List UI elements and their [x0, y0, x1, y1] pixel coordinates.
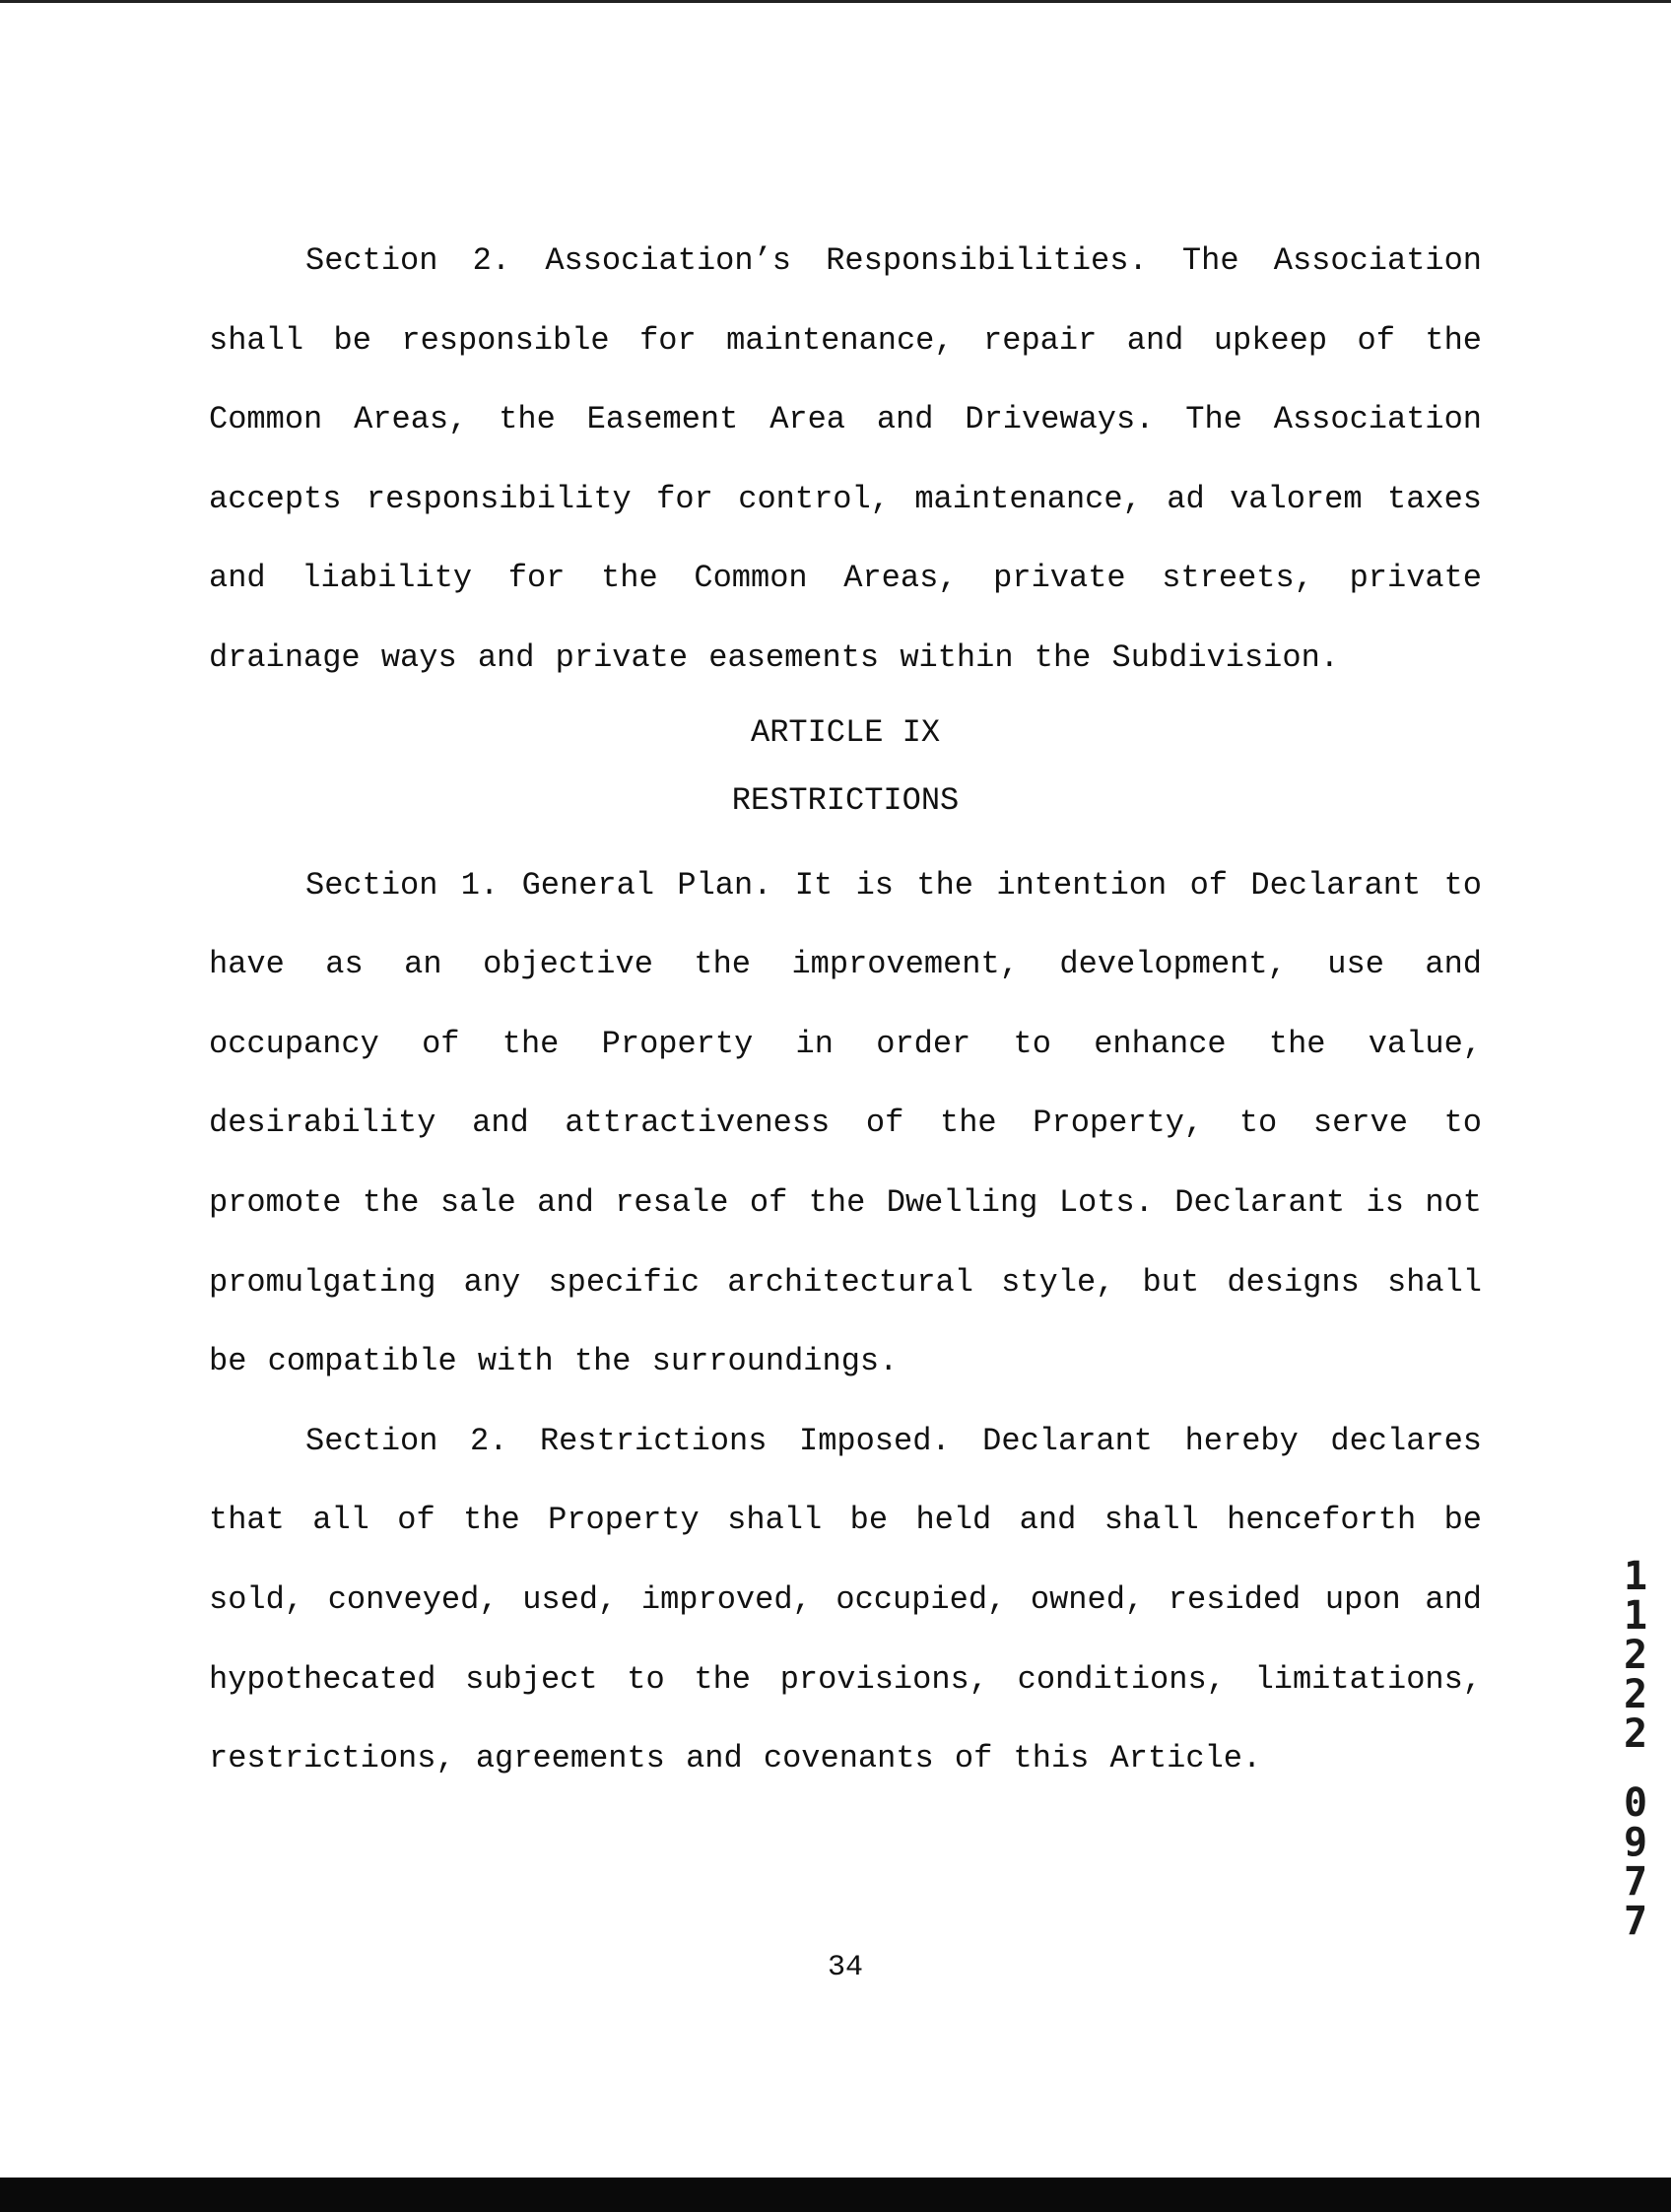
article-subtitle: RESTRICTIONS — [731, 781, 960, 819]
stamp-digit: 1 — [1623, 1554, 1648, 1599]
document-page — [209, 222, 1482, 1799]
stamp-digit: 2 — [1623, 1672, 1648, 1717]
article-heading-block — [209, 699, 1482, 835]
bottom-scan-edge — [0, 2178, 1671, 2212]
stamp-digit: 1 — [1623, 1593, 1648, 1639]
stamp-digit: 0 — [1623, 1780, 1648, 1826]
stamp-digit: 7 — [1623, 1859, 1648, 1905]
page-number: 34 — [827, 1951, 863, 1984]
article-title: ARTICLE IX — [750, 713, 941, 751]
margin-document-stamp — [1616, 1554, 1655, 1944]
section-2-association-responsibilities: Section 2. Association’s Responsibilities. The Association shall be responsible for maintenance, repair and upkeep of the Common Areas, the Easement Area and Driveways. The Association accepts responsibility for control, maintenance, ad valorem taxes and liability for the Common Areas, private streets, private drainage ways and private easements within the Subdivision. — [209, 242, 1482, 676]
stamp-digit: 2 — [1623, 1633, 1648, 1678]
stamp-digit: 7 — [1623, 1899, 1648, 1944]
stamp-digit: 2 — [1623, 1711, 1648, 1757]
stamp-digit: 9 — [1623, 1820, 1648, 1865]
stamp-gap — [1616, 1754, 1655, 1783]
section-2-restrictions-imposed: Section 2. Restrictions Imposed. Declarant hereby declares that all of the Property shall be held and shall henceforth be sold, conveyed, used, improved, occupied, owned, resided upon and hypothecated subject to the provisions, conditions, limitations, restrictions, agreements and covenants of this Article. — [209, 1422, 1482, 1777]
section-1-general-plan: Section 1. General Plan. It is the intention of Declarant to have as an objective the improvement, development, use and occupancy of the Property in order to enhance the value, desirability and attractiveness of the Property, to serve to promote the sale and resale of the Dwelling Lots. Declarant is not promulgating any specific architectural style, but designs shall be compatible with the surroundings. — [209, 866, 1482, 1380]
top-edge-rule — [0, 0, 1671, 3]
